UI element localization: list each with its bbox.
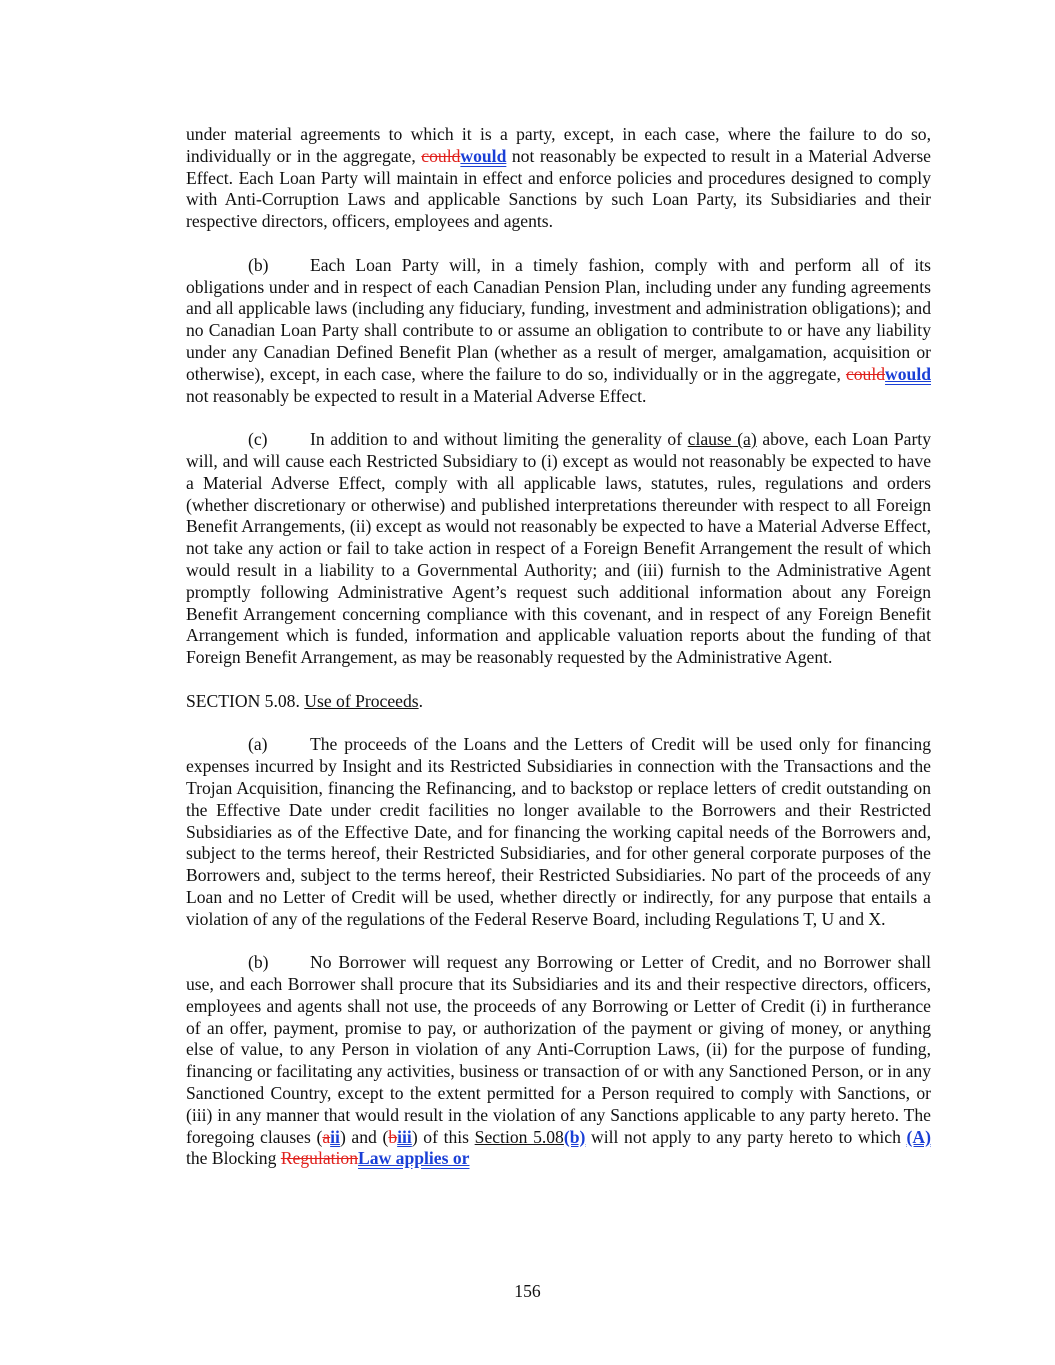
text-run: Each Loan Party will, in a timely fashion, comply with and perform all of its obligations under and in respect of each Canadian Pension Plan, including under any funding agreements and all applicable laws (including any fiduciary, funding, investment and administration obligations); and no Canadian Loan Party shall contribute to or assume an obligation to contribute to or have any liability under any Canadian Defined Benefit Plan (whether as a result of merger, amalgamation, acquisition or otherwise), except, in each case, where the failure to do so, individually or in the aggregate, xyxy=(186,254,931,384)
paragraph-b-canadian-pension xyxy=(186,255,931,408)
text-run: will not apply to any party hereto to which xyxy=(585,1126,907,1147)
paragraph-508-a xyxy=(186,734,931,930)
inserted-text: Law applies or xyxy=(358,1148,470,1169)
text-run: In addition to and without limiting the generality of xyxy=(310,429,688,450)
inserted-text: would xyxy=(460,145,507,166)
section-heading: SECTION 5.08. Use of Proceeds. xyxy=(186,690,424,711)
clause-label: (b) xyxy=(248,254,269,275)
inserted-text: would xyxy=(885,363,931,384)
deleted-text: a xyxy=(322,1126,331,1147)
text-run: ) and ( xyxy=(339,1126,389,1147)
inserted-text: (b) xyxy=(563,1126,586,1147)
cross-reference-link[interactable]: Section 5.08 xyxy=(474,1126,564,1147)
deleted-text: could xyxy=(421,145,461,166)
text-run: the Blocking xyxy=(186,1148,281,1169)
inserted-text: (A) xyxy=(906,1126,931,1147)
page-number: 156 xyxy=(514,1281,541,1301)
deleted-text: b xyxy=(388,1126,398,1147)
deleted-text: could xyxy=(845,363,886,384)
document-page xyxy=(186,124,931,1170)
text-run: ) of this xyxy=(411,1126,475,1147)
section-title: Use of Proceeds xyxy=(304,690,419,711)
paragraph-508-b xyxy=(186,952,931,1170)
inserted-text: ii xyxy=(330,1126,340,1147)
text-run: No Borrower will request any Borrowing or Letter of Credit, and no Borrower shall use, and each Borrower shall procure that its Subsidiaries and its and their respective directors, officers, employees and agents shall not use, the proceeds of any Borrowing or Letter of Credit (i) in furtherance of an offer, payment, promise to pay, or authorization of the payment or giving of money, or anything else of value, to any Person in violation of any Anti-Corruption Laws, (ii) for the purpose of funding, financing or facilitating any activities, business or transaction of or with any Sanctioned Person, or in any Sanctioned Country, except to the extent permitted for a Person required to comply with Sanctions, or (iii) in any manner that would result in the violation of any Sanctions applicable to any party hereto. The foregoing clauses ( xyxy=(186,952,931,1147)
text-run: under material agreements to which it is a party, except, in each case, where the failure to do so, individually or in the aggregate, xyxy=(186,124,931,166)
inserted-text: iii xyxy=(397,1126,412,1147)
text-run: The proceeds of the Loans and the Letters of Credit will be used only for financing expenses incurred by Insight and its Restricted Subsidiaries in connection with the Transactions and the Trojan Acquisition, financing the Refinancing, and to backstop or replace letters of credit outstanding on the Effective Date under credit facilities no longer available to the Borrowers and their Restricted Subsidiaries as of the Effective Date, and for financing the working capital needs of the Borrowers and, subject to the terms hereof, their Restricted Subsidiaries, and for other general corporate purposes of the Borrowers and, subject to the terms hereof, their Restricted Subsidiaries. No part of the proceeds of any Loan and no Letter of Credit will be used, whether directly or indirectly, for any purpose that entails a violation of any of the regulations of the Federal Reserve Board, including Regulations T, U and X. xyxy=(186,734,931,929)
section-number: SECTION 5.08. xyxy=(186,690,305,711)
deleted-text: Regulation xyxy=(280,1148,359,1169)
paragraph-intro xyxy=(186,124,931,233)
cross-reference-link[interactable]: clause (a) xyxy=(687,429,757,450)
text-run: not reasonably be expected to result in a Material Adverse Effect. xyxy=(186,385,647,406)
text-run: not reasonably be expected to result in a Material Adverse Effect. Each Loan Party will maintain in effect and enforce policies and procedures designed to comply with Anti-Corruption Laws and applicable Sanctions by such Loan Party, its Subsidiaries and their respective directors, officers, employees and agents. xyxy=(186,145,931,232)
paragraph-c-foreign-benefit xyxy=(186,429,931,669)
text-run: above, each Loan Party will, and will cause each Restricted Subsidiary to (i) except as would not reasonably be expected to have a Material Adverse Effect, comply with all applicable laws, statutes, rules, regulations and orders (whether discretionary or otherwise) and published interpretations thereunder with respect to all Foreign Benefit Arrangements, (ii) except as would not reasonably be expected to have a Material Adverse Effect, not take any action or fail to take action in respect of a Foreign Benefit Arrangement the result of which would result in a liability to a Governmental Authority; and (iii) furnish to the Administrative Agent promptly following Administrative Agent’s request such additional information about any Foreign Benefit Arrangement concerning compliance with this covenant, and in respect of any Foreign Benefit Arrangement which is funded, information and applicable valuation reports about the funding of that Foreign Benefit Arrangement, as may be reasonably requested by the Administrative Agent. xyxy=(186,429,931,668)
clause-label: (c) xyxy=(248,429,268,450)
clause-label: (a) xyxy=(248,734,268,755)
clause-label: (b) xyxy=(248,952,269,973)
